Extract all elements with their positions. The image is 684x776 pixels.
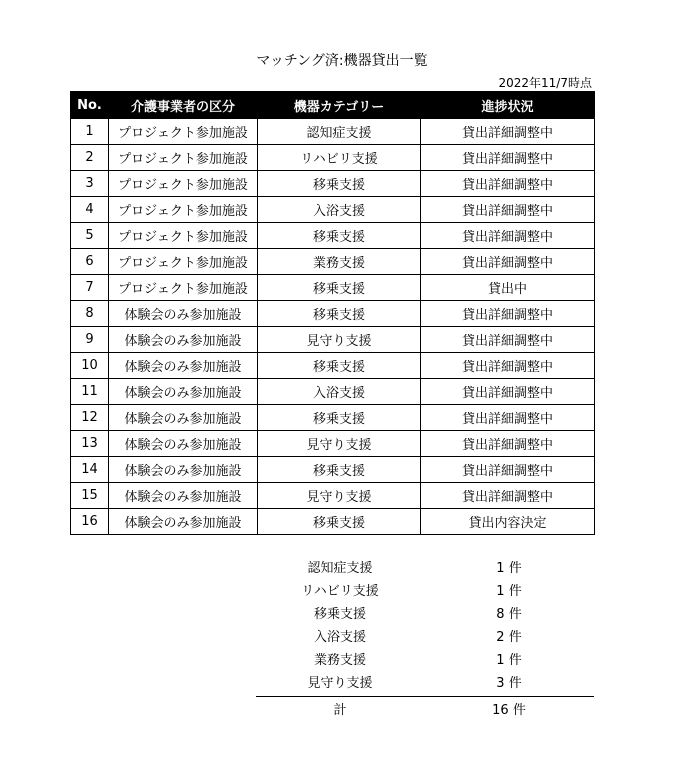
summary-count: 1 件 <box>496 653 522 668</box>
cell-equipment-category: 移乗支援 <box>258 171 421 197</box>
summary-row <box>256 555 594 578</box>
summary-total-row <box>256 697 594 719</box>
summary-category: 入浴支援 <box>313 630 366 645</box>
cell-no: 11 <box>71 379 109 405</box>
cell-provider-type: 体験会のみ参加施設 <box>109 353 258 379</box>
cell-progress-status: 貸出詳細調整中 <box>421 145 595 171</box>
cell-progress-status: 貸出詳細調整中 <box>421 249 595 275</box>
summary-count: 1 件 <box>496 561 522 576</box>
summary-items <box>256 555 594 693</box>
cell-provider-type: プロジェクト参加施設 <box>109 119 258 145</box>
cell-no: 13 <box>71 431 109 457</box>
cell-provider-type: 体験会のみ参加施設 <box>109 301 258 327</box>
cell-progress-status: 貸出詳細調整中 <box>421 119 595 145</box>
cell-no: 8 <box>71 301 109 327</box>
summary-category: リハビリ支援 <box>301 584 379 599</box>
cell-equipment-category: 移乗支援 <box>258 275 421 301</box>
summary-count: 8 件 <box>496 607 522 622</box>
cell-no: 14 <box>71 457 109 483</box>
summary-count: 1 件 <box>496 584 522 599</box>
cell-equipment-category: 移乗支援 <box>258 509 421 535</box>
cell-provider-type: 体験会のみ参加施設 <box>109 405 258 431</box>
summary-row <box>256 601 594 624</box>
cell-provider-type: プロジェクト参加施設 <box>109 275 258 301</box>
cell-no: 6 <box>71 249 109 275</box>
header-provider-type: 介護事業者の区分 <box>109 92 258 119</box>
table-row <box>71 353 595 379</box>
summary-total-count: 16 件 <box>492 702 526 718</box>
cell-provider-type: プロジェクト参加施設 <box>109 171 258 197</box>
cell-no: 3 <box>71 171 109 197</box>
header-no: No. <box>71 92 109 119</box>
header-progress-status: 進捗状況 <box>421 92 595 119</box>
cell-progress-status: 貸出詳細調整中 <box>421 431 595 457</box>
cell-equipment-category: 見守り支援 <box>258 483 421 509</box>
cell-no: 9 <box>71 327 109 353</box>
summary-category: 移乗支援 <box>313 607 366 622</box>
cell-progress-status: 貸出詳細調整中 <box>421 171 595 197</box>
summary-row <box>256 670 594 693</box>
table-row <box>71 301 595 327</box>
cell-progress-status: 貸出詳細調整中 <box>421 457 595 483</box>
cell-no: 4 <box>71 197 109 223</box>
summary-row <box>256 624 594 647</box>
table-row <box>71 171 595 197</box>
cell-no: 15 <box>71 483 109 509</box>
table-row <box>71 249 595 275</box>
cell-progress-status: 貸出詳細調整中 <box>421 197 595 223</box>
cell-equipment-category: 移乗支援 <box>258 457 421 483</box>
table-row <box>71 379 595 405</box>
table-header-row <box>71 92 595 119</box>
category-summary <box>256 555 594 719</box>
cell-progress-status: 貸出詳細調整中 <box>421 379 595 405</box>
cell-progress-status: 貸出詳細調整中 <box>421 353 595 379</box>
table-row <box>71 275 595 301</box>
cell-no: 2 <box>71 145 109 171</box>
page-title: マッチング済:機器貸出一覧 <box>256 53 428 69</box>
summary-category: 見守り支援 <box>307 676 373 691</box>
as-of-date: 2022年11/7時点 <box>498 76 592 90</box>
cell-equipment-category: 移乗支援 <box>258 301 421 327</box>
cell-no: 16 <box>71 509 109 535</box>
table-row <box>71 223 595 249</box>
cell-progress-status: 貸出詳細調整中 <box>421 301 595 327</box>
table-row <box>71 457 595 483</box>
table-row <box>71 145 595 171</box>
cell-no: 7 <box>71 275 109 301</box>
cell-equipment-category: リハビリ支援 <box>258 145 421 171</box>
header-equipment-category: 機器カテゴリー <box>258 92 421 119</box>
table-row <box>71 509 595 535</box>
cell-provider-type: 体験会のみ参加施設 <box>109 509 258 535</box>
cell-equipment-category: 入浴支援 <box>258 379 421 405</box>
cell-equipment-category: 移乗支援 <box>258 405 421 431</box>
cell-provider-type: プロジェクト参加施設 <box>109 197 258 223</box>
summary-row <box>256 578 594 601</box>
cell-equipment-category: 移乗支援 <box>258 353 421 379</box>
cell-provider-type: プロジェクト参加施設 <box>109 145 258 171</box>
cell-provider-type: 体験会のみ参加施設 <box>109 457 258 483</box>
cell-no: 1 <box>71 119 109 145</box>
cell-provider-type: 体験会のみ参加施設 <box>109 431 258 457</box>
cell-progress-status: 貸出中 <box>421 275 595 301</box>
cell-equipment-category: 業務支援 <box>258 249 421 275</box>
table-row <box>71 197 595 223</box>
cell-progress-status: 貸出内容決定 <box>421 509 595 535</box>
cell-progress-status: 貸出詳細調整中 <box>421 327 595 353</box>
summary-total-label: 計 <box>333 702 347 718</box>
cell-provider-type: 体験会のみ参加施設 <box>109 327 258 353</box>
cell-equipment-category: 見守り支援 <box>258 327 421 353</box>
cell-equipment-category: 移乗支援 <box>258 223 421 249</box>
cell-equipment-category: 見守り支援 <box>258 431 421 457</box>
cell-provider-type: 体験会のみ参加施設 <box>109 379 258 405</box>
cell-provider-type: プロジェクト参加施設 <box>109 249 258 275</box>
summary-category: 認知症支援 <box>307 561 373 576</box>
cell-equipment-category: 入浴支援 <box>258 197 421 223</box>
cell-progress-status: 貸出詳細調整中 <box>421 223 595 249</box>
summary-row <box>256 647 594 670</box>
equipment-table <box>70 91 595 535</box>
table-row <box>71 119 595 145</box>
cell-no: 12 <box>71 405 109 431</box>
cell-provider-type: プロジェクト参加施設 <box>109 223 258 249</box>
table-row <box>71 405 595 431</box>
summary-count: 3 件 <box>496 676 522 691</box>
cell-no: 10 <box>71 353 109 379</box>
cell-progress-status: 貸出詳細調整中 <box>421 483 595 509</box>
table-row <box>71 483 595 509</box>
table-body <box>71 119 595 535</box>
table-row <box>71 431 595 457</box>
cell-equipment-category: 認知症支援 <box>258 119 421 145</box>
table-row <box>71 327 595 353</box>
cell-no: 5 <box>71 223 109 249</box>
cell-provider-type: 体験会のみ参加施設 <box>109 483 258 509</box>
summary-category: 業務支援 <box>313 653 366 668</box>
cell-progress-status: 貸出詳細調整中 <box>421 405 595 431</box>
summary-count: 2 件 <box>496 630 522 645</box>
